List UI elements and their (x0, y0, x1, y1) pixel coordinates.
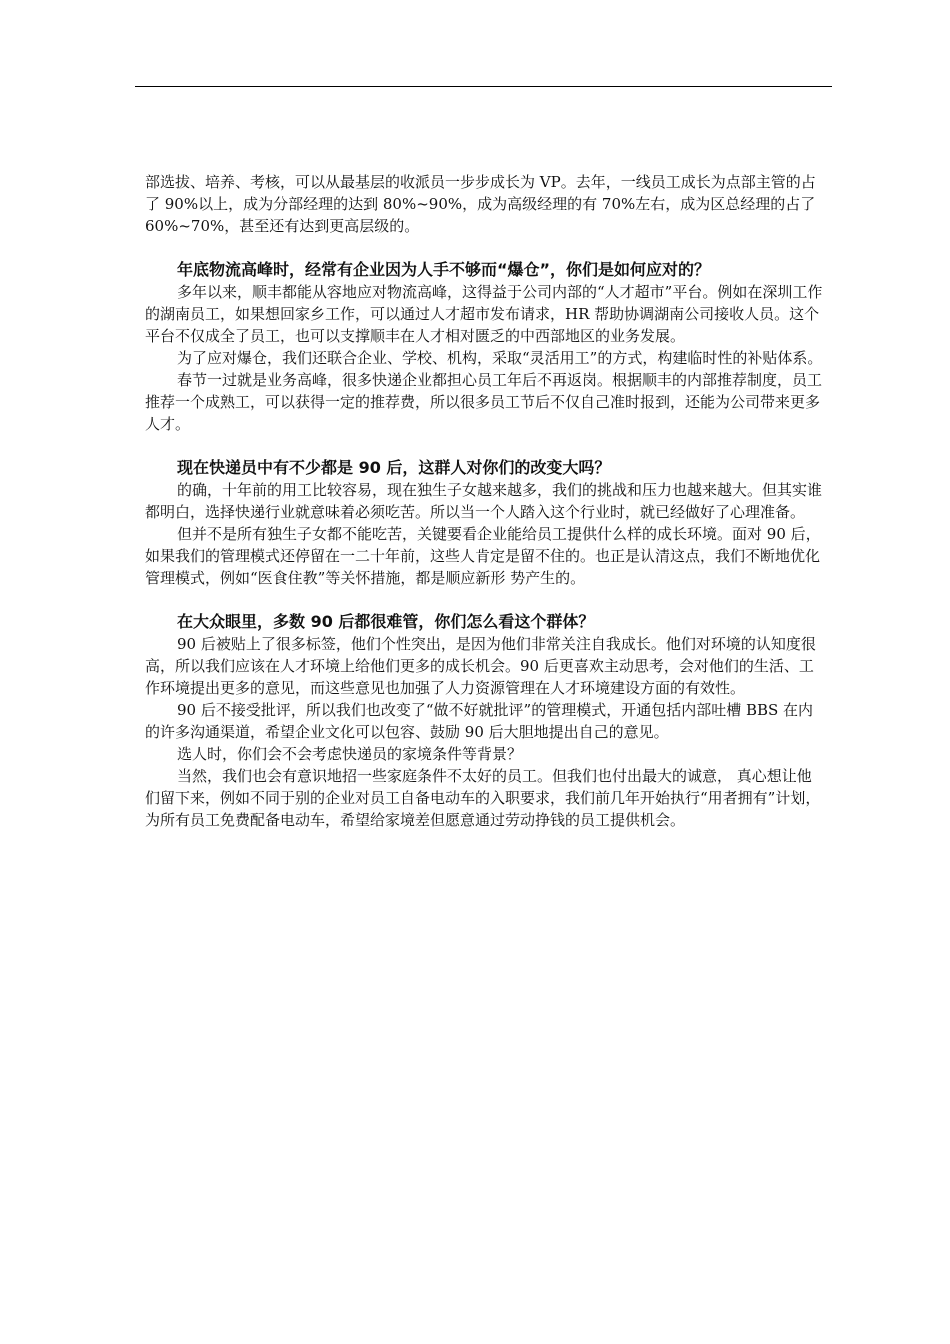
paragraph: 选人时，你们会不会考虑快递员的家境条件等背景？ (177, 745, 523, 763)
paragraph: 90 后被贴上了很多标签，他们个性突出，是因为他们非常关注自我成长。他们对环境的认知度很高，所以我们应该在人才环境上给他们更多的成长机会。90 后更喜欢主动思考，会对他们的生活、工作环境提出更多的意见，而这些意见也加强了人力资源管理在人才环境建设方面的有效性。 (145, 635, 816, 697)
section-gap (145, 589, 825, 611)
paragraph: 当然，我们也会有意识地招一些家庭条件不太好的员工。但我们也付出最大的诚意， 真心想让他们留下来，例如不同于别的企业对员工自备电动车的入职要求，我们前几年开始执行“用者拥有”计划，为所有员工免费配备电动车，希望给家境差但愿意通过劳动挣钱的员工提供机会。 (145, 767, 821, 829)
section-heading: 在大众眼里，多数 90 后都很难管，你们怎么看这个群体？ (177, 612, 595, 631)
paragraph: 为了应对爆仓，我们还联合企业、学校、机构，采取“灵活用工”的方式，构建临时性的补贴体系。 (177, 349, 823, 367)
intro-paragraph: 部选拔、培养、考核，可以从最基层的收派员一步步成长为 VP。去年，一线员工成长为点部主管的占了 90%以上，成为分部经理的达到 80%~90%，成为高级经理的有 70%左右，成为区总经理的占了 60%~70%，甚至还有达到更高层级的。 (145, 173, 816, 235)
header-divider (135, 86, 832, 87)
section-post-90s-impact (145, 457, 825, 589)
paragraph: 但并不是所有独生子女都不能吃苦，关键要看企业能给员工提供什么样的成长环境。面对 90 后，如果我们的管理模式还停留在一二十年前，这些人肯定是留不住的。也正是认清这点，我们不断地优化管理模式，例如“医食住教”等关怀措施，都是顺应新形 势产生的。 (145, 525, 821, 587)
document-body (145, 171, 825, 831)
section-heading: 年底物流高峰时，经常有企业因为人手不够而“爆仓”，你们是如何应对的？ (177, 260, 711, 279)
section-heading: 现在快递员中有不少都是 90 后，这群人对你们的改变大吗？ (177, 458, 611, 477)
section-gap (145, 435, 825, 457)
paragraph: 春节一过就是业务高峰，很多快递企业都担心员工年后不再返岗。根据顺丰的内部推荐制度，员工推荐一个成熟工，可以获得一定的推荐费，所以很多员工节后不仅自己准时报到，还能为公司带来更多人才。 (145, 371, 823, 433)
paragraph: 90 后不接受批评，所以我们也改变了“做不好就批评”的管理模式，开通包括内部吐槽 BBS 在内的许多沟通渠道，希望企业文化可以包容、鼓励 90 后大胆地提出自己的意见。 (145, 701, 814, 741)
paragraph: 多年以来，顺丰都能从容地应对物流高峰，这得益于公司内部的“人才超市”平台。例如在深圳工作的湖南员工，如果想回家乡工作，可以通过人才超市发布请求，HR 帮助协调湖南公司接收人员。这个平台不仅成全了员工，也可以支撑顺丰在人才相对匮乏的中西部地区的业务发展。 (145, 283, 823, 345)
paragraph: 的确，十年前的用工比较容易，现在独生子女越来越多，我们的挑战和压力也越来越大。但其实谁都明白，选择快递行业就意味着必须吃苦。所以当一个人踏入这个行业时，就已经做好了心理准备。 (145, 481, 823, 521)
section-gap (145, 237, 825, 259)
section-peak-season (145, 259, 825, 435)
section-post-90s-management (145, 611, 825, 831)
